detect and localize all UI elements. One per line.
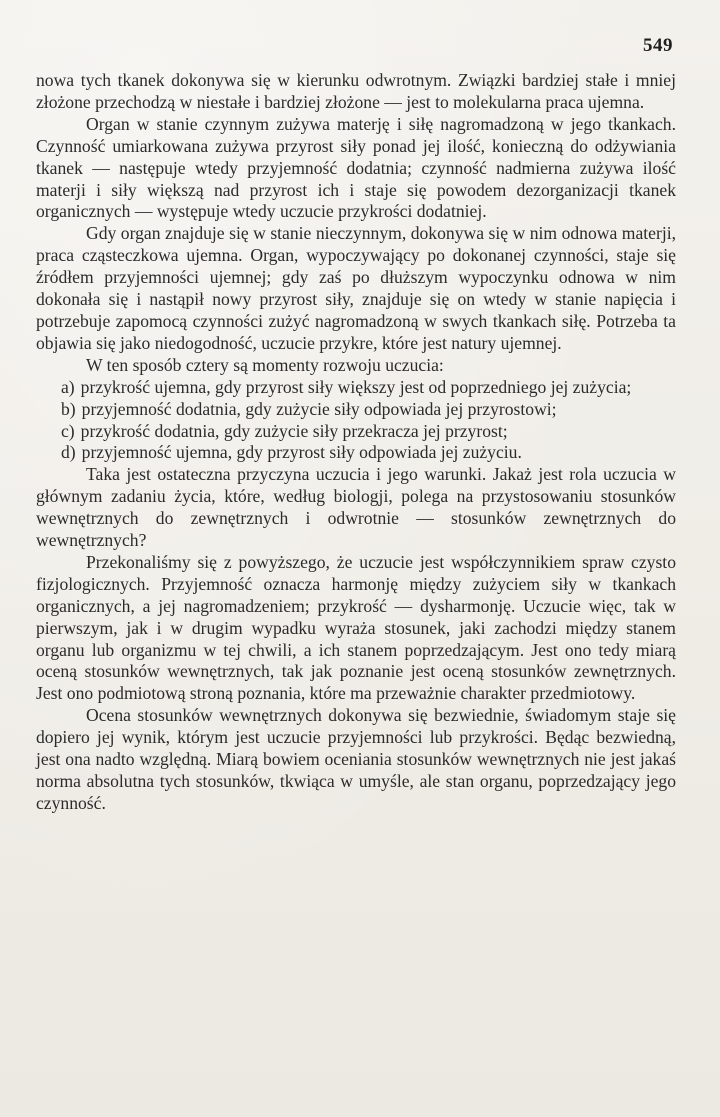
page-number: 549 <box>643 35 673 56</box>
list-item-text: przyjemność dodatnia, gdy zużycie siły odpowiada jej przyrostowi; <box>81 398 557 419</box>
paragraph: Przekonaliśmy się z powyższego, że uczucie jest współczynnikiem spraw czysto fizjologicznych. Przyjemność oznacza harmonję między zużyciem siły w tkankach organicznych, a jej nagromadzeniem; przykrość — dysharmonję. Uczucie więc, tak w pierwszym, jak i w drugim wypadku wyraża stosunek, jaki zachodzi między stanem organu lub organizmu w tej chwili, a ich stanem poprzedzającym. Jest ono tedy miarą oceną stosunków wewnętrznych, tak jak poznanie jest oceną stosunków zewnętrznych. Jest ono podmiotową stroną poznania, które ma przeważnie charakter przedmiotowy. <box>36 551 676 704</box>
paragraph: Taka jest ostateczna przyczyna uczucia i jego warunki. Jakaż jest rola uczucia w głównym zadaniu życia, które, według biologji, polega na przystosowaniu stosunków wewnętrznych do zewnętrznych i odwrotnie — stosunków zewnętrznych do wewnętrznych? <box>36 464 676 551</box>
list-item-text: przyjemność ujemna, gdy przyrost siły odpowiada jej zużyciu. <box>81 442 522 463</box>
list-marker: b) <box>61 398 76 419</box>
paragraph: Ocena stosunków wewnętrznych dokonywa się bezwiednie, świadomym staje się dopiero jej wynik, którym jest uczucie przyjemności lub przykrości. Będąc bezwiedną, jest ona nadto względną. Miarą bowiem oceniania stosunków wewnętrznych nie jest jakaś norma absolutna tych stosunków, tkwiąca w umyśle, ale stan organu, poprzedzający jego czynność. <box>36 705 676 813</box>
paragraph: Gdy organ znajduje się w stanie nieczynnym, dokonywa się w nim odnowa materji, praca cząsteczkowa ujemna. Organ, wypoczywający po dokonanej czynności, staje się źródłem przyjemności ujemnej; gdy zaś po dłuższym wypoczynku odnowa w nim dokonała się i nastąpił nowy przyrost siły, znajduje się on wtedy w stanie napięcia i potrzebuje zapomocą czynności zużyć nagromadzoną w swych tkankach siłę. Potrzeba ta objawia się jako niedogodność, uczucie przykre, które jest natury ujemnej. <box>36 223 676 353</box>
list-item-text: przykrość ujemna, gdy przyrost siły większy jest od poprzedniego jej zużycia; <box>80 376 632 397</box>
list-item <box>36 421 676 443</box>
list-marker: a) <box>61 376 75 397</box>
list-item <box>36 442 676 464</box>
moments-list <box>36 377 676 465</box>
list-marker: c) <box>61 420 75 441</box>
list-marker: d) <box>61 442 76 463</box>
paragraph: W ten sposób cztery są momenty rozwoju uczucia: <box>86 354 444 375</box>
paragraph: Organ w stanie czynnym zużywa materję i siłę nagromadzoną w jego tkankach. Czynność umiarkowana zużywa przyrost siły ponad jej ilość, konieczną do odżywiania tkanek — następuje wtedy przyjemność dodatnia; czynność nadmierna zużywa ilość materji i siły większą nad przyrost ich i staje się powodem dezorganizacji tkanek organicznych — występuje wtedy uczucie przykrości dodatniej. <box>36 113 676 222</box>
paragraph-continuation: nowa tych tkanek dokonywa się w kierunku odwrotnym. Związki bardziej stałe i mniej złożone przechodzą w niestałe i bardziej złożone — jest to molekularna praca ujemna. <box>36 70 676 112</box>
body-text <box>36 70 676 815</box>
list-item <box>36 399 676 421</box>
list-item-text: przykrość dodatnia, gdy zużycie siły przekracza jej przyrost; <box>80 420 508 441</box>
list-item <box>36 377 676 399</box>
